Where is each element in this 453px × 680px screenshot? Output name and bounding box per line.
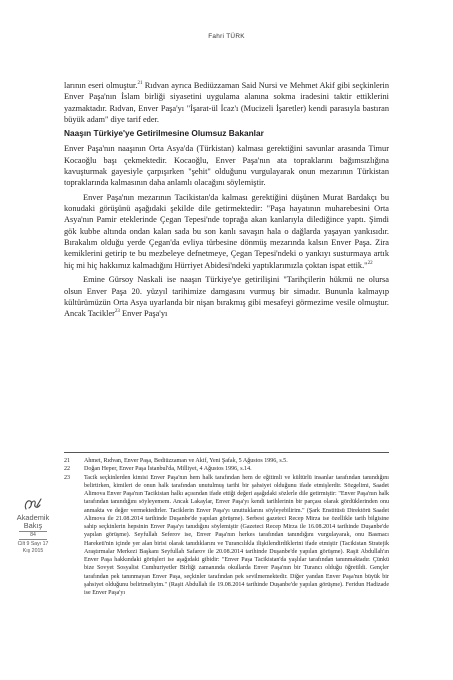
footnote-number: 23 [64,474,71,481]
footnotes [64,457,389,597]
paragraph-2: Enver Paşa'nın naaşının Orta Asya'da (Türkistan) kalması gerektiğini savunlar arasında Timur Kocaoğlu başı çekmektedir. Kocaoğlu, Enver Paşa'nın ata topraklarını bağımsızlığına kavuşturmak gayesiyle çarpışırken "şehit" olduğunu vurgulayarak onun mezarının Türkistan topraklarında kalmasının daha anlamlı olacağını söylemiştir. [64,144,389,188]
paragraph-4 [64,274,389,319]
footnote-ref-21[interactable]: 21 [137,81,143,87]
footnote-number: 22 [64,466,71,473]
paragraph-3-text: Enver Paşa'nın mezarının Tacikistan'da kalması gerektiğini düşünen Murat Bardakçı bu konudaki görüşünü aşağıdaki şekilde dile getirmektedir: "Paşa hayatının muharebesini Orta Asya'nın Pamir eteklerinde Çegan Tepesi'nde toprağa akan kanlarıyla dilediğince yaptı. Şimdi gök kubbe altında ondan kalan sada bu son kanlı savaşın hala o dağlarda yaşayan yankısıdır. Bırakalım olduğu yerde Çegan'da evliya türbesine dönmüş mezarında kalsın Enver Paşa. Zira kemiklerini getirip te bu mezbeleye defnetmeye, Çegan Tepesi'ndeki o yankıyı susturmaya artık hiç mi hiç hakkımız kalmadığını Hürriyet Abidesi'ndeki yaptıklarımızla çoktan ispat ettik." [64,192,389,270]
footnote-ref-23[interactable]: 23 [114,309,120,315]
issue-date: Kış 2015 [22,548,44,554]
volume-issue: Cilt 9 Sayı 17 [17,541,49,547]
section-heading: Naaşın Türkiye'ye Getirilmesine Olumsuz Bakanlar [64,128,264,139]
footnote-23 [64,474,389,598]
footnote-divider [64,452,389,453]
paragraph-4-text: Emine Gürsoy Naskali ise naaşın Türkiye'ye getirilişini "Tarihçilerin hükmü ne olursa olsun Enver Paşa 20. yüzyıl tarihimize damgasını vurmuş bir simadır. Bununla kalmayıp kültürümüzün Orta Asya uyarlanda bir nişan bırakmış gibi mesafeyi görmezime vesile olmuştur. Ancak Tacikler [64,275,389,319]
footnote-text: Tacik seçkinlerden kimisi Enver Paşa'nın hem halk tarafından hem de eğitimli ve kültürlü insanlar tarafından tanındığını belirtirken, kimileri de onun halk tarafından unutulmuş tarihi bir şahsiyet olduğunu ifade etmişlerdir. Sözgelimi, Saadet Alimova Enver Paşa'nın Tacikistan halkı açısından ifade ettiği değeri aşağıdaki sözlerle dile getirmiştir: "Enver Paşa'nın halk tarafından tanındığını söyleyemem. Ancak Lakaylar, Enver Paşa'yı kendi tarihlerinin bir parçası olarak gördüklerinden onu anmakta ve değer vermektedirler. Taciklerin Enver Paşa'yı unuttuklarını söyleyebilirim." (Şark Enstitüsü Direktörü Saadet Alimova ile 21.08.2014 tarihinde Duşanbe'de yapılan görüşme). Serbest gazeteci Recep Mirza ise özellikle tarih bilgisine sahip seçkinlerin hepsinin Enver Paşa'yı tanıdığını söylemiştir (Gazeteci Recep Mirza ile 16.08.2014 tarihinde Duşanbe'de yapılan görüşme). Seyfullah Seferov ise, Enver Paşa'nın herkes tarafından tanındığını vurgulayarak, onu Basmacı Hareketi'nin içinde yer alan birisi olarak tanıdıklarını ve Turancılıkla ilişkilendirdiklerini ifade etmiştir (Tacikistan Stratejik Araştırmalar Merkezi Başkanı Seyfullah Safarov ile 20.08.2014 tarihinde Duşanbe'de yapılan görüşme). Raşit Abdullah'ın Enver Paşa hakkındaki görüşleri ise aşağıdaki gibidir: "Enver Paşa Tacikistan'da yaşlılar tarafından tanınmaktadır. Çünkü bize Sovyet Sosyalist Cumhuriyetler Birliği zamanında okullarda Enver Paşa'nın bir Turancı olduğu öğretildi. Gençler tarafından pek tanınmayan Enver Paşa, seçkinler tarafından pek sevilmemektedir. Diğer yandan Enver Paşa'nın büyük bir şahsiyet olduğunu belirtmeliyim." (Raşit Abdullah ile 19.08.2014 tarihinde Duşanbe'de yapılan görüşme). Feridun Hadizade ise Enver Paşa'yı [84,474,389,596]
footnote-text: Doğan Heper, Enver Paşa İstanbul'da, Milliyet, 4 Ağustos 1996, s.14. [84,466,252,473]
journal-name-line-2: Bakış [23,521,43,530]
footnote-ref-22[interactable]: 22 [367,261,373,267]
footnote-text: Ahmet, Rıdvan, Enver Paşa, Bediüzzaman ve Akif, Yeni Şafak, 5 Ağustos 1996, s.5. [84,458,288,464]
journal-logo-icon [22,497,44,513]
journal-sidebar [8,497,58,555]
footnote-22 [64,465,389,473]
footnote-21 [64,457,389,465]
main-text [64,80,389,323]
running-header-author: Fahri TÜRK [208,33,245,40]
paragraph-4-text-cont: Enver Paşa'yı [119,309,168,319]
paragraph-1-text-cont: Rıdvan ayrıca Bediüzzaman Said Nursi ve Mehmet Akif gibi seçkinlerin Enver Paşa'nın İslam birliği siyasetini uygulama alanına sokma iradesini taktir ettiklerini yazmaktadır. Rıdvan, Enver Paşa'yı "İşarat-ül İcaz'ı (Mucizeli İşaretler) kendi parasıyla bastıran büyük adam" diye tarif eder. [64,81,389,125]
paragraph-3 [64,192,389,271]
page-number: 84 [19,531,47,540]
footnote-number: 21 [64,458,71,464]
journal-name-line-1: Akademik [16,513,50,522]
paragraph-1-text: larının eseri olmuştur. [64,81,138,90]
paragraph-1 [64,80,389,125]
